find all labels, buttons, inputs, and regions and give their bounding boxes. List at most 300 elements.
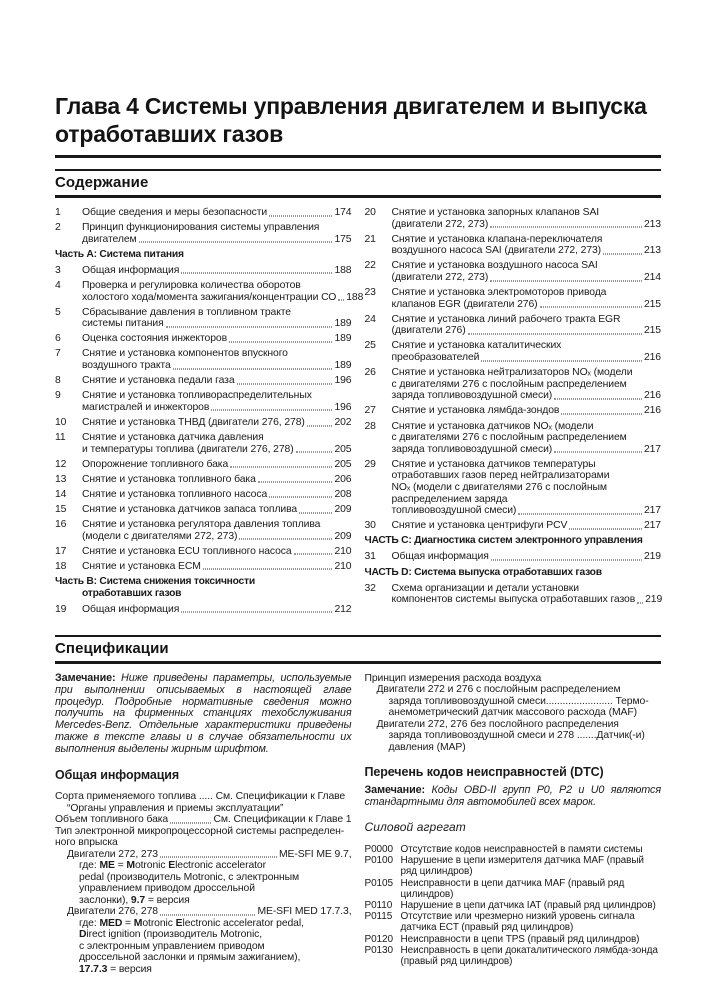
spec-line-value: См. Спецификации к Главе 1 (213, 814, 352, 826)
dot-leader (554, 398, 642, 399)
spec-segment: Двигатели 276, 278 (67, 906, 158, 918)
toc-entry (365, 367, 662, 402)
toc-entry-lastline (392, 405, 662, 417)
dot-leader (139, 242, 333, 243)
spec-segment: lectronic accelerator (175, 860, 266, 872)
toc-entry-lastline (82, 318, 352, 330)
spec-line-text (67, 849, 158, 861)
toc-entry (365, 405, 662, 417)
dot-leader (554, 452, 642, 453)
toc-entry-title (392, 367, 662, 402)
spec-line-text (55, 814, 168, 826)
toc-entry-text: Снятие и установка датчиков запаса топлива (82, 503, 298, 515)
toc-entry-text: воздушного тракта (82, 360, 171, 372)
spec-line (365, 707, 662, 719)
spec-line (55, 860, 352, 872)
toc-entry-number: 4 (55, 279, 61, 291)
specs-note (55, 673, 352, 756)
spec-segment: “Органы управления и приемы эксплуатации” (67, 802, 284, 814)
toc-entry-text: (двигатели 272, 273) (391, 218, 489, 230)
spec-line (55, 837, 352, 849)
toc-entry-text: Снятие и установка клапана-переключателя (391, 233, 603, 245)
toc-entry-text: заряда топливовоздушной смеси) (391, 390, 553, 402)
page-number: 206 (334, 473, 352, 485)
note-text: Коды OBD-II групп P0, P2 и U0 являются стандартными для автомобилей всех марок. (364, 784, 662, 809)
toc-entry-lastline (392, 594, 662, 606)
specs-section-header: Спецификации (55, 635, 661, 664)
toc-entry-title (82, 504, 352, 516)
spec-segment: Двигатели 272, 276 без послойного распределения (376, 718, 619, 730)
toc-entry-lastline (392, 520, 662, 532)
toc-entry-title (82, 474, 352, 486)
toc-entry-text: заряда топливовоздушной смеси) (391, 443, 553, 455)
toc-entry-lastline (82, 604, 352, 616)
dot-leader (181, 273, 332, 274)
spec-line-value: ME-SFI MED 17.7.3, (257, 906, 352, 918)
toc-entry-text: Снятие и установка датчиков NOₓ (модели (391, 420, 594, 432)
dtc-code-row (365, 934, 662, 945)
page-number: 205 (334, 443, 352, 455)
page-number: 188 (346, 291, 364, 303)
toc-entry-number: 15 (55, 503, 67, 515)
toc-entry (55, 279, 364, 303)
spec-segment: давления (MAP) (388, 741, 466, 753)
toc-entry-number: 32 (364, 582, 376, 594)
page-number: 212 (334, 603, 352, 615)
dot-leader (603, 253, 642, 254)
toc-entry (55, 432, 352, 455)
specs-left-column (55, 673, 352, 975)
toc-entry-lastline (82, 546, 352, 558)
toc-entry-text: Снятие и установка воздушного насоса SAI (391, 260, 598, 272)
toc-entry (365, 459, 662, 517)
toc-entry (55, 604, 352, 616)
spec-segment: irect ignition (производитель Motronic, (86, 929, 263, 941)
spec-segment: с электронным управлением приводом (79, 940, 265, 952)
toc-entry-title (82, 307, 352, 330)
toc-entry (365, 340, 662, 363)
toc-entry-title (392, 583, 662, 606)
dot-leader (269, 215, 332, 216)
page-number: 219 (643, 551, 661, 563)
toc-entry (55, 519, 352, 542)
spec-segment: Двигатели 272 и 276 с послойным распределением (376, 684, 621, 696)
toc-entry-title (392, 207, 662, 230)
spec-segment: Тип электронной микропроцессорной системы распределен- (55, 825, 345, 837)
spec-line (55, 826, 352, 838)
toc-entry-title (82, 207, 352, 219)
spec-segment: где: (79, 917, 100, 929)
dot-leader (468, 333, 642, 334)
dot-leader (569, 528, 642, 529)
toc-entry-lastline (82, 444, 352, 456)
toc-entry-text: Снятие и установка регулятора давления топлива (82, 519, 321, 531)
page-number: 189 (334, 318, 352, 330)
chapter-title-line2: отработавших газов (55, 121, 284, 147)
toc-entry (365, 421, 662, 456)
toc-entry-title (82, 333, 352, 345)
spec-line (365, 673, 662, 685)
spec-segment: otronic (134, 860, 169, 872)
spec-line (55, 814, 352, 826)
toc-entry-text: Снятие и установка ТНВД (двигатели 276, 278) (82, 416, 305, 428)
toc-entry-text: магистралей и инжекторов (82, 401, 210, 413)
dot-leader (540, 307, 642, 308)
spec-line (55, 941, 352, 953)
page-number: 196 (334, 375, 352, 387)
spec-segment: 9.7 (130, 894, 146, 906)
toc-entry-lastline (392, 219, 662, 231)
dtc-code: P0000 (364, 844, 393, 856)
toc-entry-title (392, 287, 662, 310)
spec-line (55, 952, 352, 964)
toc-entry (55, 207, 352, 219)
dot-leader (296, 452, 333, 453)
toc-entry-text: Снятие и установка ECM (82, 560, 201, 572)
toc-entry-number: 17 (55, 545, 67, 557)
toc-entry-number: 28 (364, 420, 376, 432)
toc-entry-lastline (82, 375, 352, 387)
spec-segment: ного впрыска (55, 837, 118, 849)
dtc-code-row (365, 878, 662, 900)
toc-entry-lastline (82, 561, 352, 573)
toc-entry-title (392, 520, 662, 532)
toc-entry-number: 23 (364, 287, 376, 299)
toc-entry (55, 390, 352, 413)
toc-entry (55, 489, 352, 501)
toc-part-line: Часть В: Система снижения токсичности (55, 575, 255, 587)
spec-segment: lectronic accelerator pedal, (182, 917, 304, 929)
spec-line (365, 730, 662, 742)
toc-entry-number: 26 (364, 367, 376, 379)
toc-entry (55, 546, 352, 558)
toc-entry-text: Снятие и установка топливного бака (82, 473, 256, 485)
dot-leader (203, 569, 333, 570)
toc-entry-text: Общая информация (391, 551, 489, 563)
toc-entry (365, 583, 662, 606)
spec-line (55, 849, 352, 861)
toc-entry-text: клапанов EGR (двигатели 276) (391, 298, 538, 310)
page-number: 217 (643, 505, 661, 517)
dtc-note (365, 785, 662, 809)
toc-entry-text: компонентов системы выпуска отработавших газов (391, 594, 636, 606)
toc-entry (55, 504, 352, 516)
toc-entry-title (82, 417, 352, 429)
spec-line (365, 696, 662, 708)
toc-entry-number: 9 (55, 390, 61, 402)
toc-entry-lastline (392, 272, 662, 284)
toc-entry-text: Снятие и установка датчика давления (82, 432, 264, 443)
spec-line (365, 684, 662, 696)
toc-entry-text: Снятие и установка топливного насоса (82, 488, 268, 500)
dtc-description: Отсутствие или чрезмерно низкий уровень сигнала датчика ECT (правый ряд цилиндров) (400, 911, 635, 934)
dot-leader (490, 280, 642, 281)
toc-entry (365, 260, 662, 283)
toc-entry-text: Опорожнение топливного бака (82, 458, 229, 470)
chapter-title-line1: Глава 4 Системы управления двигателем и выпуска (55, 93, 647, 119)
spec-segment: E (168, 860, 176, 872)
toc-entry-title (82, 390, 352, 413)
page-number: 210 (334, 545, 352, 557)
toc-entry (365, 551, 662, 563)
toc-entry-number: 20 (364, 207, 376, 218)
toc-entry-lastline (82, 459, 352, 471)
dtc-code: P0115 (364, 911, 393, 923)
page-number: 213 (643, 218, 661, 230)
dtc-description: Неисправность в цепи докаталитического лямбда-зонда (правый ряд цилиндров) (400, 944, 658, 968)
toc-entry-text: Общая информация (82, 264, 180, 276)
toc-entry-text: Снятие и установка электромоторов привода (391, 287, 607, 299)
toc-entry (55, 561, 352, 573)
toc-entry-number: 12 (55, 458, 67, 470)
toc-entry-text: Снятие и установка нейтрализаторов NOₓ (модели (391, 367, 633, 379)
toc-entry-lastline (82, 531, 352, 543)
toc-entry-lastline (82, 417, 352, 429)
toc-part-header (365, 567, 662, 579)
dot-leader (160, 914, 255, 915)
toc-entry (55, 348, 352, 371)
dtc-code-row (365, 900, 662, 911)
toc-entry-number: 27 (364, 405, 376, 417)
toc-entry-text: Снятие и установка каталитических (391, 340, 562, 352)
page-number: 210 (334, 560, 352, 572)
dot-leader (229, 341, 332, 342)
dot-leader (490, 227, 642, 228)
toc-entry-title (82, 375, 352, 387)
spec-segment: Объем топливного бака (55, 814, 169, 826)
toc-entry (55, 222, 352, 245)
toc-entry-text: отработавших газов перед нейтрализаторами (391, 470, 610, 482)
specifications (55, 673, 661, 975)
toc-entry-text: Общая информация (82, 603, 180, 615)
toc-entry-number: 1 (55, 207, 61, 218)
toc-entry (55, 375, 352, 387)
powertrain-header: Силовой агрегат (364, 820, 466, 835)
spec-line (55, 906, 352, 918)
spec-line (55, 872, 352, 884)
page-number: 216 (643, 405, 661, 417)
toc-entry-number: 6 (55, 333, 61, 345)
toc-entry-lastline (392, 444, 662, 456)
toc-entry-text: топливовоздушной смеси) (391, 505, 517, 517)
note-label: Замечание: (364, 784, 426, 797)
dot-leader (211, 410, 332, 411)
toc-part-line: отработавших газов (82, 587, 182, 599)
toc-entry (55, 333, 352, 345)
general-info-header: Общая информация (55, 768, 180, 783)
toc-entry-text: воздушного насоса SAI (двигатели 272, 273) (391, 245, 602, 257)
title-divider (55, 155, 661, 158)
spec-segment: pedal (производитель Motronic, с электронным (79, 871, 300, 883)
toc-entry-number: 7 (55, 348, 61, 360)
spec-segment: где: (79, 860, 100, 872)
toc-entry-text: и температуры топлива (двигатели 276, 278) (82, 443, 294, 455)
dtc-description: Нарушение в цепи измерителя датчика MAF (правый ряд цилиндров) (400, 855, 644, 878)
toc-entry-title (82, 546, 352, 558)
dtc-code-row (365, 844, 662, 855)
toc-part-line: ЧАСТЬ D: Система выпуска отработавших газов (364, 566, 602, 578)
toc-entry-lastline (82, 291, 364, 304)
spec-segment: 17.7.3 (79, 963, 108, 975)
toc-entry-title (82, 604, 352, 616)
toc-entry (55, 307, 352, 330)
spec-segment: = (114, 860, 127, 872)
spec-segment: дроссельной заслонки и прямым зажиганием), (79, 952, 301, 964)
toc-entry-text: системы питания (82, 318, 164, 330)
toc-entry-text: Снятие и установка компонентов впускного (82, 348, 288, 360)
spec-line-value: ME-SFI ME 9.7, (278, 848, 352, 860)
toc-entry-number: 30 (364, 520, 376, 532)
toc-entry-text: с двигателями 276 с послойным распределением (391, 432, 627, 444)
toc-entry-lastline (82, 333, 352, 345)
spec-line (55, 883, 352, 895)
toc-entry-number: 18 (55, 560, 67, 572)
toc-entry-text: Общие сведения и меры безопасности (82, 207, 268, 218)
toc-entry-text: Снятие и установка педали газа (82, 375, 235, 387)
toc-entry (365, 287, 662, 310)
toc-entry (365, 207, 662, 230)
spec-segment: заслонки), (79, 894, 131, 906)
dot-leader (170, 822, 211, 823)
table-of-contents (55, 207, 661, 619)
toc-entry-lastline (82, 360, 352, 372)
toc-part-header (55, 249, 352, 261)
dtc-description: Отсутствие кодов неисправностей в памяти системы (400, 844, 643, 856)
toc-entry-title (392, 260, 662, 283)
dot-leader (299, 512, 332, 513)
toc-entry-title (392, 421, 662, 456)
chapter-title (55, 92, 661, 148)
page-number: 189 (334, 333, 352, 345)
dtc-code: P0100 (364, 855, 393, 867)
toc-entry-title (82, 348, 352, 371)
toc-entry (55, 474, 352, 486)
spec-segment: MED (99, 917, 123, 929)
dot-leader (637, 602, 643, 603)
toc-entry (55, 417, 352, 429)
spec-segment: M (133, 917, 143, 929)
spec-segment: ME (99, 860, 115, 872)
page-number: 188 (334, 264, 352, 276)
toc-entry-title (82, 561, 352, 573)
toc-entry-text: Схема организации и детали установки (391, 582, 579, 594)
dot-leader (481, 360, 642, 361)
dot-leader (258, 482, 333, 483)
dot-leader (269, 497, 332, 498)
page-number: 213 (643, 245, 661, 257)
toc-entry-title (82, 519, 352, 542)
spec-line-text (67, 906, 158, 918)
dot-leader (307, 425, 333, 426)
toc-entry-number: 5 (55, 306, 61, 318)
dtc-list-header: Перечень кодов неисправностей (DTC) (364, 765, 604, 780)
contents-section-header: Содержание (55, 169, 661, 198)
toc-entry-lastline (82, 504, 352, 516)
toc-entry-title (392, 551, 662, 563)
spec-segment: = версия (145, 894, 190, 906)
toc-entry-title (82, 489, 352, 501)
toc-entry-number: 24 (364, 313, 376, 325)
dot-leader (237, 383, 333, 384)
toc-entry-lastline (392, 352, 662, 364)
page-number: 202 (334, 416, 352, 428)
toc-entry-text: Снятие и установка центрифуги PCV (391, 520, 568, 532)
specs-right-column (365, 673, 662, 975)
toc-entry-lastline (392, 551, 662, 563)
airflow-measurement-lines (365, 673, 662, 754)
dtc-description: Нарушение в цепи датчика IAT (правый ряд цилиндров) (400, 900, 656, 912)
dot-leader (239, 539, 332, 540)
dot-leader (166, 326, 333, 327)
toc-entry-title (392, 314, 662, 337)
toc-entry-text: (модели с двигателями 272, 273) (82, 530, 238, 542)
page-number: 189 (334, 360, 352, 372)
toc-entry-number: 19 (55, 603, 67, 615)
page-number: 216 (643, 390, 661, 402)
toc-entry-lastline (82, 489, 352, 501)
dtc-description: Неисправности в цепи датчика MAF (правый ряд цилиндров) (400, 877, 625, 900)
toc-entry-text: Снятие и установка топливораспределительных (82, 390, 312, 402)
toc-entry-number: 22 (364, 260, 376, 272)
dtc-code-row (365, 855, 662, 877)
spec-segment: заряда топливовоздушной смеси........................ Термо- (388, 695, 649, 707)
spec-line (55, 895, 352, 907)
dtc-code: P0120 (364, 933, 393, 945)
spec-segment: = (122, 917, 134, 929)
toc-part-line: Часть А: Система питания (55, 248, 184, 260)
toc-entry-text: Снятие и установка запорных клапанов SAI (391, 207, 600, 218)
page-number: 209 (334, 530, 352, 542)
toc-entry-number: 8 (55, 375, 61, 387)
dtc-description: Неисправности в цепи TPS (правый ряд цилиндров) (400, 933, 640, 945)
toc-entry-lastline (392, 505, 662, 517)
spec-segment: = версия (107, 963, 152, 975)
toc-entry-text: Принцип функционирования системы управления (82, 222, 320, 234)
dot-leader (518, 513, 642, 514)
page-content (55, 0, 661, 975)
toc-left-column (55, 207, 364, 619)
page-number: 219 (645, 594, 663, 606)
toc-entry-text: Снятие и установка лямбда-зондов (391, 405, 560, 417)
dot-leader (491, 560, 642, 561)
toc-entry-lastline (82, 207, 352, 219)
toc-right-column (365, 207, 662, 619)
toc-entry-title (82, 265, 352, 277)
toc-entry-text: NOₓ (модели с двигателями 276 с послойным (391, 481, 607, 493)
dtc-code-list (365, 844, 662, 967)
spec-segment: D (79, 929, 87, 941)
toc-entry-number: 14 (55, 488, 67, 500)
toc-entry-text: Снятие и установка ECU топливного насоса (82, 545, 292, 557)
toc-part-line: ЧАСТЬ С: Диагностика систем электронного управления (364, 535, 643, 547)
toc-entry-lastline (82, 474, 352, 486)
dot-leader (230, 467, 332, 468)
spec-segment: M (126, 860, 135, 872)
page-number: 217 (643, 443, 661, 455)
spec-segment: Сорта применяемого топлива ..... См. Спецификации к Главе (55, 791, 346, 803)
spec-line (55, 791, 352, 803)
spec-segment: анемометрический датчик массового расхода (MAF) (388, 707, 637, 719)
toc-entry-lastline (82, 402, 352, 414)
spec-segment: Принцип измерения расхода воздуха (364, 672, 542, 684)
dot-leader (173, 368, 333, 369)
toc-entry-text: Сбрасывание давления в топливном тракте (82, 306, 291, 318)
toc-entry-number: 10 (55, 416, 67, 428)
toc-entry-text: Оценка состояния инжекторов (82, 333, 227, 345)
page-number: 208 (334, 488, 352, 500)
page-number: 205 (334, 458, 352, 470)
spec-line (55, 929, 352, 941)
